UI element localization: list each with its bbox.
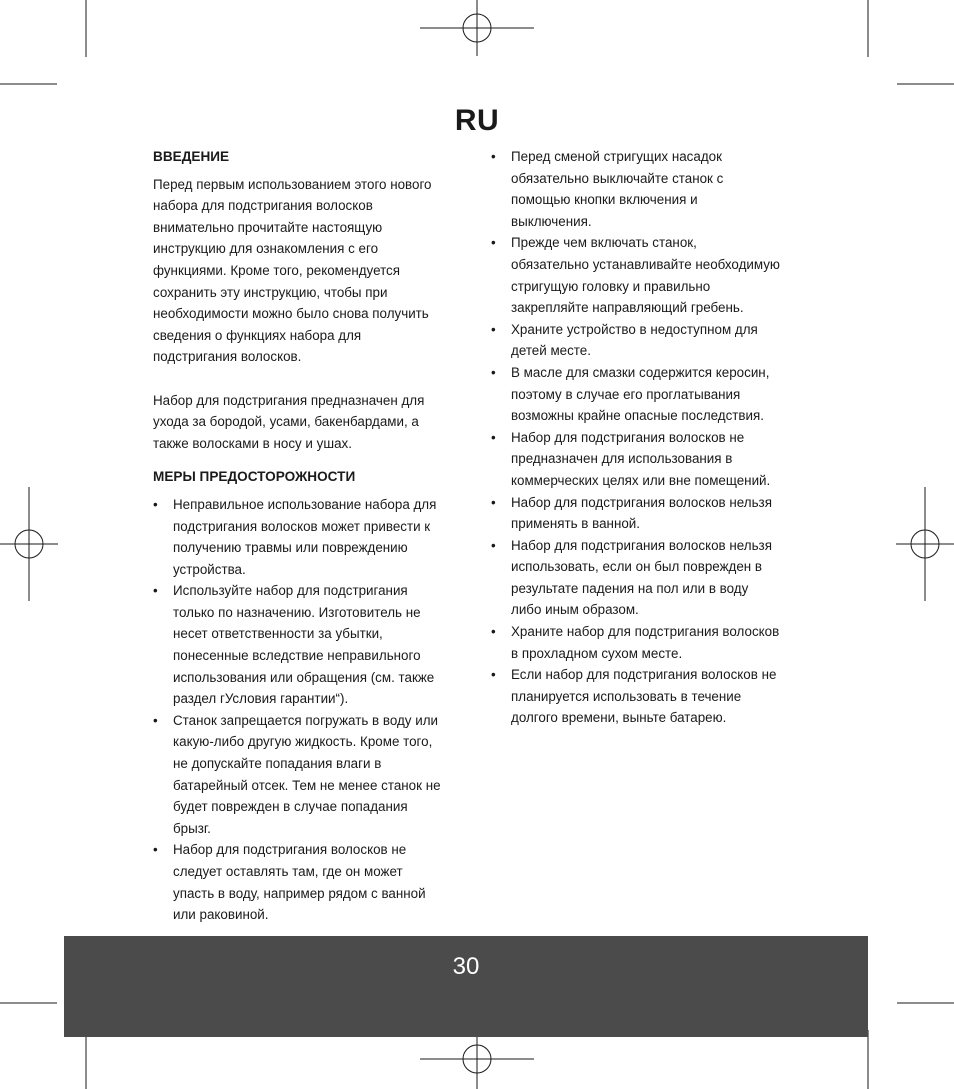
bullet-icon: • xyxy=(491,537,496,553)
text-line: батарейный отсек. Тем не менее станок не xyxy=(173,777,441,793)
text-line: раздел гУсловия гарантии“). xyxy=(173,691,349,707)
text-line: необходимости можно было снова получить xyxy=(153,306,429,322)
text-line: выключения. xyxy=(511,213,592,229)
text-line: также волосками в носу и ушах. xyxy=(153,435,352,451)
bullet-icon: • xyxy=(491,429,496,445)
text-line: поэтому в случае его проглатывания xyxy=(511,386,741,402)
list-item xyxy=(153,710,465,840)
text-line: планируется использовать в течение xyxy=(511,688,742,704)
text-line: В масле для смазки содержится керосин, xyxy=(511,364,770,380)
safety-list-left xyxy=(153,494,465,926)
list-item xyxy=(153,494,465,580)
intro-heading: ВВЕДЕНИЕ xyxy=(153,149,230,164)
text-line: Прежде чем включать станок, xyxy=(511,235,697,251)
text-line: Используйте набор для подстригания xyxy=(173,583,408,599)
text-line: ухода за бородой, усами, бакенбардами, а xyxy=(153,414,419,430)
text-line: не допускайте попадания влаги в xyxy=(173,756,382,772)
text-line: использования или обращения (см. также xyxy=(173,669,435,685)
intro-paragraph-2 xyxy=(153,390,465,455)
text-line: Неправильное использование набора для xyxy=(173,496,437,512)
bullet-icon: • xyxy=(491,321,496,337)
text-line: получению травмы или повреждению xyxy=(173,540,408,556)
text-line: Если набор для подстригания волосков не xyxy=(511,667,777,683)
text-line: помощью кнопки включения и xyxy=(511,192,698,208)
bullet-icon: • xyxy=(491,364,496,380)
bullet-icon: • xyxy=(153,583,158,599)
list-item xyxy=(491,621,806,664)
text-line: обязательно выключайте станок с xyxy=(511,170,724,186)
safety-list-right xyxy=(491,146,806,729)
text-line: Храните устройство в недоступном для xyxy=(511,321,758,337)
list-item xyxy=(153,839,465,925)
safety-heading: МЕРЫ ПРЕДОСТОРОЖНОСТИ xyxy=(153,469,356,485)
text-line: устройства. xyxy=(173,561,246,577)
text-line: набора для подстригания волосков xyxy=(153,198,373,214)
text-line: какую-либо другую жидкость. Кроме того, xyxy=(173,734,433,750)
registration-target-left xyxy=(0,487,58,601)
bullet-icon: • xyxy=(491,667,496,683)
text-line: подстригания волосков может привести к xyxy=(173,518,431,534)
text-line: внимательно прочитайте настоящую xyxy=(153,219,383,235)
list-item xyxy=(153,580,465,710)
registration-target-top xyxy=(420,0,534,56)
text-line: детей месте. xyxy=(511,343,591,359)
text-line: следует оставлять там, где он может xyxy=(173,864,403,879)
text-line: Набор для подстригания волосков нельзя xyxy=(511,537,772,553)
page-number: 30 xyxy=(452,953,480,980)
text-line: сохранить эту инструкцию, чтобы при xyxy=(153,284,388,300)
registration-target-bottom xyxy=(420,1030,534,1089)
list-item xyxy=(491,535,806,621)
bullet-icon: • xyxy=(491,624,496,640)
bullet-icon: • xyxy=(491,235,496,251)
text-line: использовать, если он был поврежден в xyxy=(511,559,763,575)
text-line: результате падения на пол или в воду xyxy=(511,580,749,596)
text-line: только по назначению. Изготовитель не xyxy=(173,604,421,620)
registration-target-right xyxy=(896,487,954,601)
list-item xyxy=(491,427,806,492)
text-line: Набор для подстригания волосков нельзя xyxy=(511,494,772,510)
text-line: обязательно устанавливайте необходимую xyxy=(511,256,780,272)
text-line: возможны крайне опасные последствия. xyxy=(511,408,764,424)
language-code: RU xyxy=(454,104,500,137)
text-line: Станок запрещается погружать в воду или xyxy=(173,712,438,728)
text-line: применять в ванной. xyxy=(511,516,640,532)
text-line: стригущую головку и правильно xyxy=(511,278,711,294)
text-line: либо иным образом. xyxy=(511,602,639,618)
text-line: функциями. Кроме того, рекомендуется xyxy=(153,262,401,278)
text-line: Храните набор для подстригания волосков xyxy=(511,624,780,640)
text-line: подстригания волосков. xyxy=(153,349,302,365)
list-item xyxy=(491,362,806,427)
text-line: коммерческих целях или вне помещений. xyxy=(511,472,771,488)
text-line: сведения о функциях набора для xyxy=(153,327,362,343)
text-line: Набор для подстригания волосков не xyxy=(173,842,407,858)
list-item xyxy=(491,232,806,318)
footer-band xyxy=(64,936,868,1037)
text-line: или раковиной. xyxy=(173,907,269,923)
list-item xyxy=(491,664,806,729)
text-line: Набор для подстригания волосков не xyxy=(511,429,745,445)
list-item xyxy=(491,319,806,362)
right-column xyxy=(491,146,806,729)
text-line: долгого времени, выньте батарею. xyxy=(511,710,727,726)
text-line: инструкцию для ознакомления с его xyxy=(153,241,379,257)
text-line: упасть в воду, например рядом с ванной xyxy=(173,885,426,901)
text-line: в прохладном сухом месте. xyxy=(511,645,683,661)
text-line: Перед первым использованием этого нового xyxy=(153,176,432,192)
intro-paragraph-1 xyxy=(153,174,465,368)
text-line: предназначен для использования в xyxy=(511,451,733,467)
list-item xyxy=(491,492,806,535)
text-line: Перед сменой стригущих насадок xyxy=(511,149,722,164)
text-line: будет поврежден в случае попадания xyxy=(173,799,408,815)
bullet-icon: • xyxy=(153,496,158,512)
text-line: закрепляйте направляющий гребень. xyxy=(511,300,744,316)
list-item xyxy=(491,146,806,232)
text-line: Набор для подстригания предназначен для xyxy=(153,392,425,408)
text-line: понесенные вследствие неправильного xyxy=(173,648,421,664)
bullet-icon: • xyxy=(153,842,158,858)
bullet-icon: • xyxy=(491,494,496,510)
bullet-icon: • xyxy=(491,149,496,164)
left-column xyxy=(153,146,465,926)
text-line: брызг. xyxy=(173,820,211,836)
bullet-icon: • xyxy=(153,712,158,728)
text-line: несет ответственности за убытки, xyxy=(173,626,383,642)
